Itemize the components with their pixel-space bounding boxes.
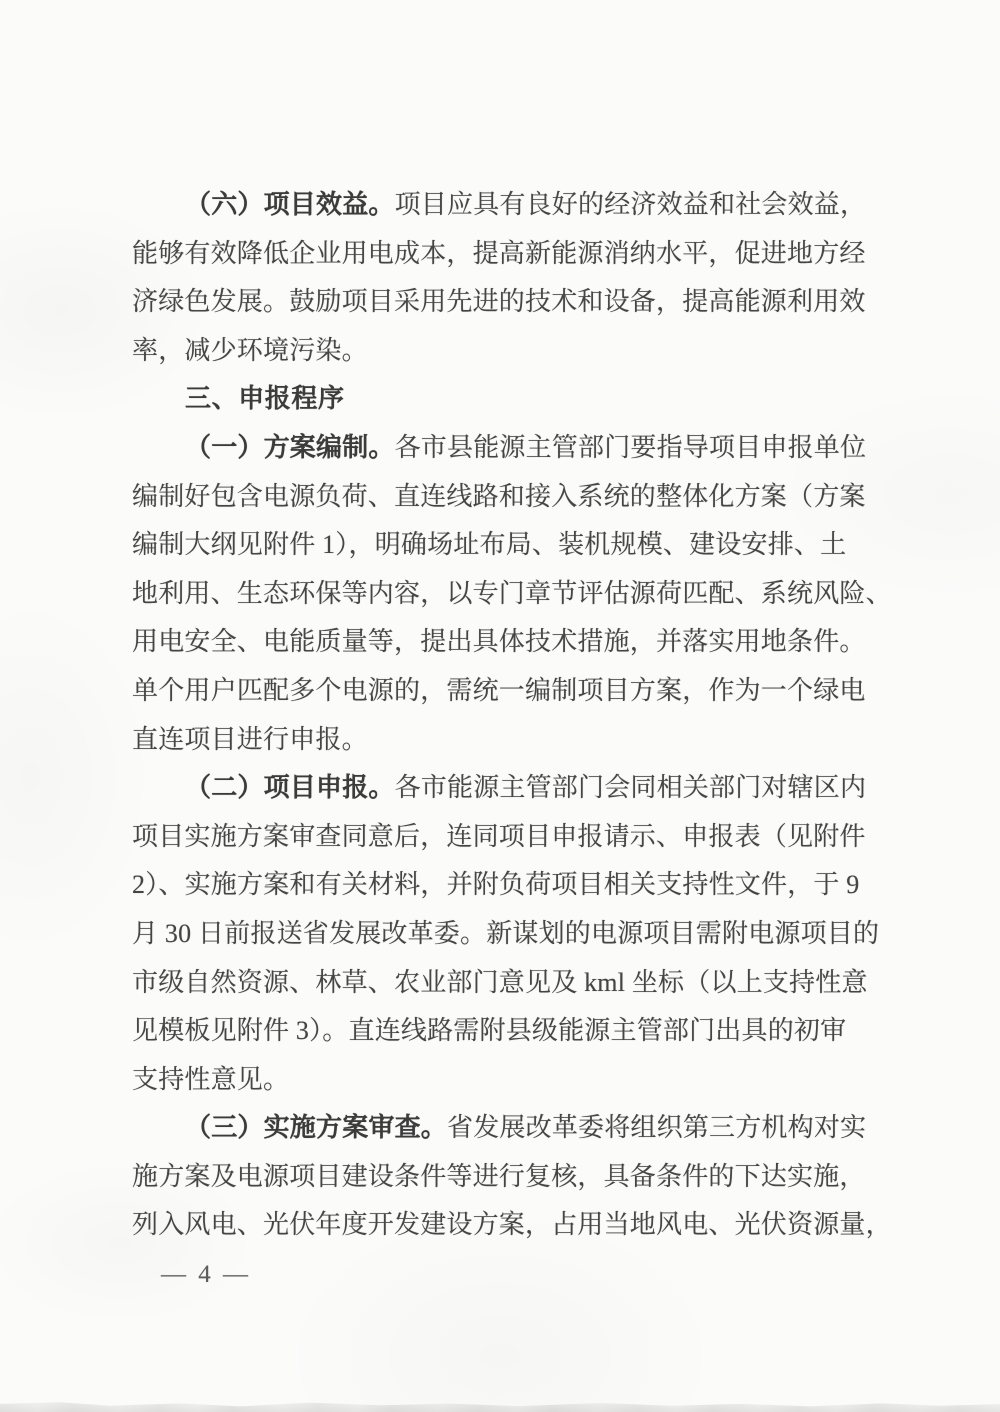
text-segment: 2）、实施方案和有关材料，并附负荷项目相关支持性文件，于 9 xyxy=(132,870,860,900)
section-heading-line xyxy=(132,375,877,424)
text-segment: 施方案及电源项目建设条件等进行复核，具备条件的下达实施， xyxy=(132,1161,866,1191)
text-line xyxy=(132,278,877,327)
text-line xyxy=(132,667,877,716)
text-segment: 直连项目进行申报。 xyxy=(132,724,368,754)
text-segment: 项目应具有良好的经济效益和社会效益， xyxy=(394,190,867,219)
text-line xyxy=(132,473,877,522)
text-line xyxy=(132,521,877,570)
bold-text-segment: （三）实施方案审查。 xyxy=(185,1113,448,1143)
text-line xyxy=(132,424,877,473)
text-segment: 济绿色发展。鼓励项目采用先进的技术和设备，提高能源利用效 xyxy=(132,287,866,317)
text-line xyxy=(132,327,877,376)
text-line xyxy=(132,764,877,813)
scan-artifact-bottom-edge xyxy=(0,1398,1000,1412)
bold-text-segment: 三、申报程序 xyxy=(185,384,345,414)
text-segment: 能够有效降低企业用电成本，提高新能源消纳水平，促进地方经 xyxy=(132,238,866,268)
text-line xyxy=(132,181,877,230)
text-segment: 项目实施方案审查同意后，连同项目申报请示、申报表（见附件 xyxy=(132,821,866,851)
document-text-block xyxy=(132,181,892,1250)
text-line xyxy=(132,618,877,667)
text-segment: 地利用、生态环保等内容，以专门章节评估源荷匹配、系统风险、 xyxy=(132,578,892,608)
text-line xyxy=(132,230,877,279)
text-segment: 支持性意见。 xyxy=(132,1064,290,1094)
text-line xyxy=(132,716,877,765)
text-line xyxy=(132,1056,877,1105)
text-line xyxy=(132,861,877,910)
text-line xyxy=(132,910,880,959)
text-line xyxy=(132,1007,877,1056)
text-segment: 各市能源主管部门会同相关部门对辖区内 xyxy=(394,773,867,803)
text-segment: 省发展改革委将组织第三方机构对实 xyxy=(447,1113,867,1143)
bold-text-segment: （六）项目效益。 xyxy=(185,190,395,219)
text-line xyxy=(132,1201,892,1250)
text-line xyxy=(132,1153,877,1202)
text-segment: 市级自然资源、林草、农业部门意见及 kml 坐标（以上支持性意 xyxy=(132,967,868,997)
text-segment: 月 30 日前报送省发展改革委。新谋划的电源项目需附电源项目的 xyxy=(132,918,880,948)
bold-text-segment: （二）项目申报。 xyxy=(185,773,395,803)
text-segment: 见模板见附件 3）。直连线路需附县级能源主管部门出具的初审 xyxy=(132,1016,847,1046)
text-line xyxy=(132,1104,877,1153)
text-segment: 列入风电、光伏年度开发建设方案，占用当地风电、光伏资源量， xyxy=(132,1210,892,1240)
text-segment: 各市县能源主管部门要指导项目申报单位 xyxy=(394,432,867,462)
text-line xyxy=(132,570,892,619)
text-segment: 单个用户匹配多个电源的，需统一编制项目方案，作为一个绿电 xyxy=(132,675,866,705)
text-segment: 编制好包含电源负荷、直连线路和接入系统的整体化方案（方案 xyxy=(132,481,866,511)
text-line xyxy=(132,813,877,862)
text-segment: 编制大纲见附件 1），明确场址布局、装机规模、建设安排、土 xyxy=(132,530,847,560)
page-number: — 4 — xyxy=(161,1261,251,1288)
text-segment: 用电安全、电能质量等，提出具体技术措施，并落实用地条件。 xyxy=(132,627,866,657)
bold-text-segment: （一）方案编制。 xyxy=(185,432,395,462)
text-line xyxy=(132,959,877,1008)
text-segment: 率，减少环境污染。 xyxy=(132,335,368,365)
